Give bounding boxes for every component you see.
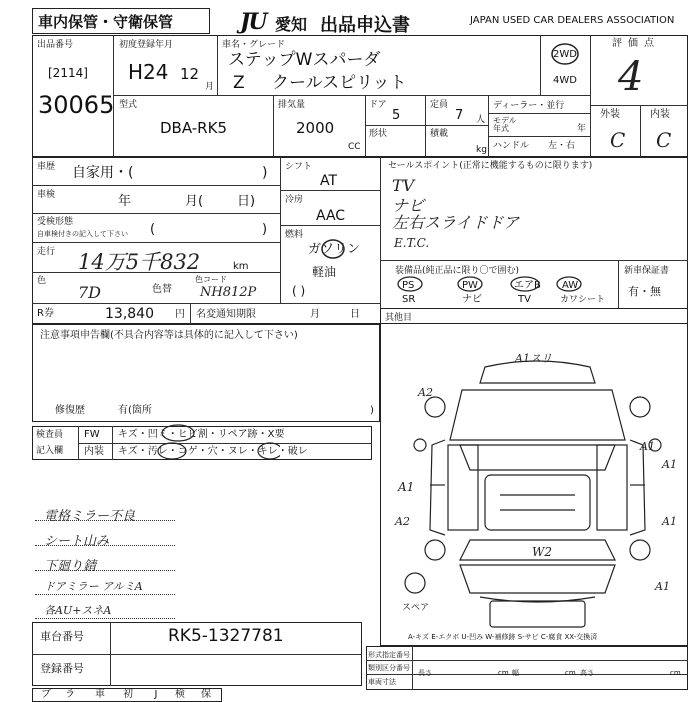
equipment-label: 装備品(純正品に限り〇で囲む) — [395, 266, 520, 276]
selling-item: TV — [392, 176, 415, 195]
inspector-label-2: 記入欄 — [36, 446, 64, 456]
lot-label: 出品番号 — [37, 40, 74, 50]
remark-line: 下廻り錆 — [44, 559, 97, 574]
damage-mark: A2 — [395, 515, 410, 528]
first-reg-month: 12 — [180, 65, 200, 83]
spare-label: スペア — [402, 603, 430, 613]
drive-4wd: 4WD — [553, 75, 577, 86]
doors-value: 5 — [392, 108, 401, 123]
equipment-item: TV — [518, 294, 531, 305]
misc-label: 其他目 — [385, 313, 413, 323]
damage-legend: A-キズ E-エクボ U-凹み W-補修跡 S-サビ C-腐食 XX-交換済 — [408, 633, 598, 641]
warranty-label: 新車保証書 — [624, 266, 670, 276]
inspection-month: 月( — [185, 194, 204, 209]
bottom-cell: 車 — [95, 689, 105, 700]
bottom-cell: 初 — [123, 689, 133, 700]
color-code-label: 色コード — [195, 275, 227, 284]
mileage-label: 走行 — [37, 247, 56, 257]
spec-label: 高さ — [580, 669, 594, 677]
capacity-value: 7 — [455, 108, 464, 123]
weight-unit: kg — [476, 145, 487, 155]
displacement-label: 排気量 — [278, 100, 306, 110]
remark-underline — [35, 618, 175, 619]
model-name: ステップWスパーダ — [228, 50, 381, 70]
repair-value: 有(箇所 — [118, 405, 152, 416]
damage-mark: A1 — [640, 440, 655, 453]
handle-options: 左・右 — [548, 141, 576, 151]
displacement-value: 2000 — [296, 119, 335, 137]
fuel-gasoline: ガソリン — [308, 242, 361, 257]
inspection-day: 日) — [237, 194, 256, 209]
equipment-item: PS — [402, 280, 415, 291]
remark-line: ドアミラー アルミA — [44, 580, 143, 593]
repair-close: ) — [370, 405, 374, 416]
damage-mark: A2 — [418, 386, 433, 399]
selling-item: 左右スライドドア — [392, 213, 520, 232]
type-value: DBA-RK5 — [160, 119, 227, 137]
drive-2wd: 2WD — [553, 49, 577, 60]
first-reg-month-unit: 月 — [205, 82, 215, 92]
ext-label: 外装 — [600, 109, 620, 120]
doors-label: ドア — [369, 100, 387, 110]
damage-mark: A1 — [655, 580, 670, 593]
model-year-unit: 年 — [577, 124, 587, 134]
lot-sub: [2114] — [48, 66, 88, 80]
notes-label: 注意事項申告欄(不具合内容等は具体的に記入して下さい) — [40, 330, 298, 341]
model-year-label: モデル年式 — [493, 116, 517, 133]
name-change-label: 名変通知期限 — [196, 309, 256, 320]
warranty-options: 有・無 — [628, 285, 661, 298]
spec-label: cm — [670, 669, 681, 677]
remark-line: 各AU+スネA — [44, 604, 112, 617]
ext-score: C — [610, 128, 626, 152]
remark-underline — [35, 545, 175, 546]
chassis-value: RK5-1327781 — [168, 626, 284, 646]
damage-mark: A1スリ — [515, 352, 552, 365]
shift-value: AT — [320, 173, 338, 189]
shape-label: 形状 — [369, 129, 388, 139]
spec-label: 車両寸法 — [368, 678, 396, 686]
lot-number: 30065 — [38, 91, 115, 119]
receive-note: 自車検付きの記入して下さい — [37, 230, 128, 238]
spec-label: 幅 — [512, 669, 519, 677]
history-close: ) — [262, 165, 268, 181]
association-name: JAPAN USED CAR DEALERS ASSOCIATION — [470, 15, 675, 26]
color-label: 色 — [37, 276, 47, 286]
inspector-circles-icon — [150, 424, 280, 462]
recycle-value: 13,840 — [105, 306, 154, 322]
bottom-cell: ラ — [65, 689, 75, 700]
spec-label: cm — [565, 669, 576, 677]
ac-value: AAC — [316, 208, 346, 224]
damage-mark: W2 — [532, 545, 552, 559]
history-label: 車歴 — [37, 162, 56, 172]
dealer-label: ディーラー・並行 — [493, 101, 565, 111]
equipment-circles-icon — [395, 275, 595, 293]
name-change-day: 日 — [350, 309, 360, 320]
int-label: 内装 — [650, 109, 670, 120]
spec-label: 形式指定番号 — [368, 651, 410, 659]
car-damage-diagram — [390, 345, 685, 635]
fuel-other: ( ) — [292, 284, 306, 298]
remark-line: シート山み — [44, 534, 110, 549]
fw-label: FW — [84, 429, 100, 440]
receive-close: ) — [262, 222, 268, 237]
registration-label: 登録番号 — [40, 662, 84, 675]
remark-underline — [35, 520, 175, 521]
equipment-item: SR — [402, 294, 416, 305]
capacity-unit: 人 — [476, 115, 486, 125]
ac-label: 冷房 — [285, 195, 304, 205]
type-label: 型式 — [119, 100, 138, 110]
history-value: 自家用・( — [72, 165, 134, 181]
remark-underline — [35, 594, 175, 595]
mileage-value: 14万5千832 — [78, 250, 201, 274]
fuel-circle-icon — [320, 238, 346, 260]
weight-label: 積載 — [430, 129, 449, 139]
grade-z: Z — [233, 73, 245, 93]
bottom-cell: ブ — [41, 689, 51, 700]
selling-item: E.T.C. — [394, 236, 430, 250]
handle-label: ハンドル — [493, 141, 530, 151]
interior-items: キズ・汚レ・コゲ・穴・ヌレ・キレ・破レ — [118, 446, 308, 457]
inspection-label: 車検 — [37, 190, 56, 200]
bottom-cell: J — [154, 689, 158, 700]
grade-name: クールスピリット — [272, 73, 407, 93]
storage-label: 車内保管・守衛保管 — [38, 13, 174, 31]
form-title: 出品申込書 — [320, 15, 410, 36]
color-value: 7D — [78, 283, 102, 302]
damage-mark — [420, 390, 421, 391]
spec-label: 長さ — [418, 669, 432, 677]
capacity-label: 定員 — [430, 100, 449, 110]
damage-mark: A1 — [662, 458, 677, 471]
displacement-unit: CC — [348, 142, 361, 152]
equipment-item: ナビ — [462, 294, 482, 305]
damage-mark: A1 — [398, 480, 415, 494]
fuel-label: 燃料 — [285, 230, 304, 240]
selling-label: セールスポイント(正常に機能するものに限ります) — [388, 161, 593, 171]
name-change-month: 月 — [310, 309, 320, 320]
fuel-diesel: 軽油 — [312, 265, 337, 279]
repair-label: 修復歴 — [55, 405, 85, 416]
interior-label: 内装 — [84, 446, 104, 457]
org-name: 愛知 — [275, 15, 308, 34]
spec-table — [366, 646, 688, 690]
drive-circle-icon — [550, 42, 580, 66]
score-value: 4 — [618, 54, 644, 100]
bottom-cell: 保 — [201, 689, 211, 700]
bottom-cell: 検 — [175, 689, 185, 700]
selling-item: ナビ — [392, 196, 425, 215]
color-code: NH812P — [200, 285, 257, 300]
first-reg-year: H24 — [128, 60, 169, 84]
receive-open: ( — [150, 222, 156, 237]
recycle-label: R券 — [37, 308, 54, 319]
spec-label: cm — [498, 669, 509, 677]
equipment-item: エアB — [514, 280, 541, 291]
equipment-item: カワシート — [560, 295, 606, 305]
shift-label: シフト — [285, 162, 313, 172]
fw-items: キズ・凹ミ・ヒビ割・リペア跡・X要 — [118, 429, 285, 440]
first-reg-label: 初度登録年月 — [119, 40, 174, 50]
inspector-label: 検査員 — [36, 430, 64, 440]
model-label: 車名・グレード — [222, 40, 286, 50]
score-label: 評価点 — [612, 38, 660, 49]
int-score: C — [656, 128, 672, 152]
spec-label: 類別区分番号 — [368, 664, 410, 672]
mileage-unit: km — [233, 261, 249, 272]
repaint-label: 色替 — [152, 284, 172, 295]
ju-logo: JU — [240, 9, 266, 35]
equipment-item: AW — [562, 280, 579, 291]
inspection-year: 年 — [118, 194, 132, 209]
chassis-label: 車台番号 — [40, 630, 84, 643]
recycle-unit: 円 — [175, 309, 185, 320]
receive-label: 受検形態 — [37, 217, 74, 227]
remark-line: 電格ミラー不良 — [44, 509, 136, 524]
remark-underline — [35, 570, 175, 571]
damage-mark: A1 — [662, 515, 677, 528]
equipment-item: PW — [462, 280, 478, 291]
